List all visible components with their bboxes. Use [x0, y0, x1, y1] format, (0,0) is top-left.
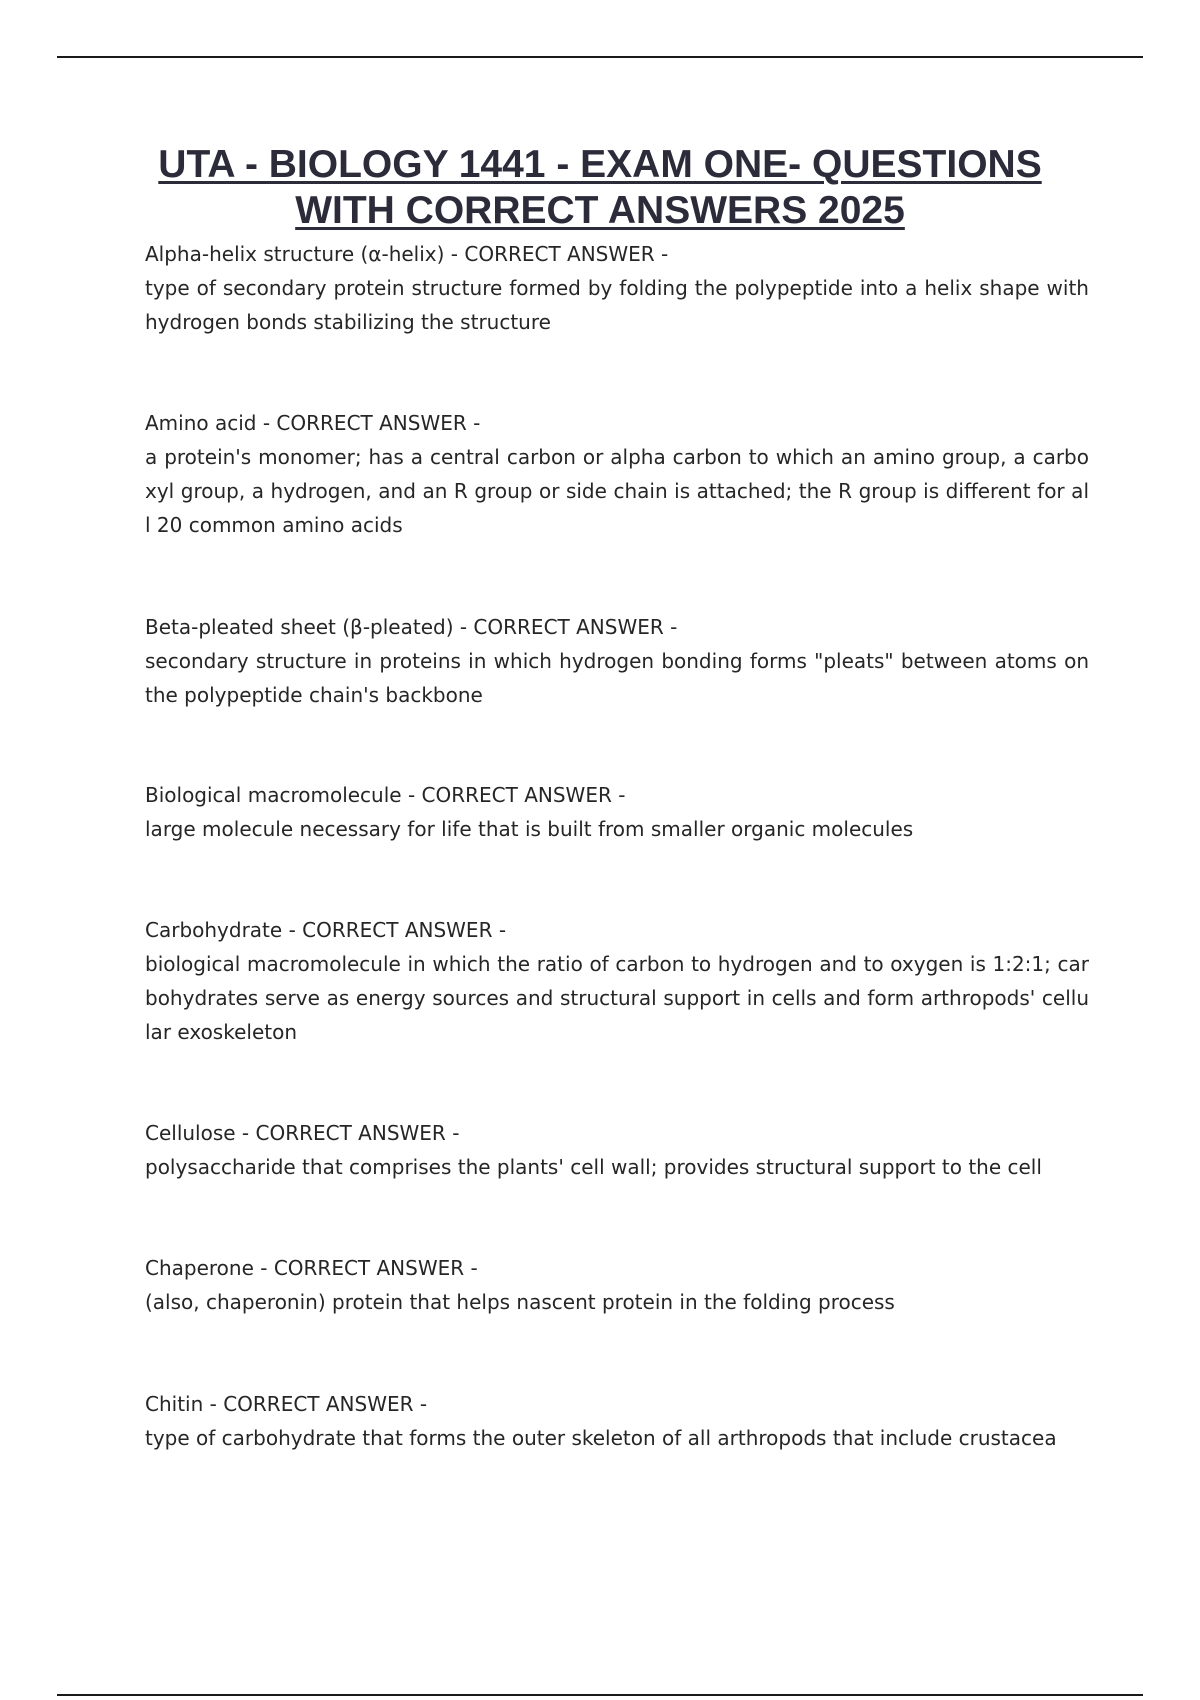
entry-term: Biological macromolecule - CORRECT ANSWER -	[145, 783, 626, 807]
entry-definition: large molecule necessary for life that is built from smaller organic molecules	[145, 817, 914, 841]
entry-beta-pleated-sheet	[145, 610, 1089, 778]
title-line-1: UTA - BIOLOGY 1441 - EXAM ONE- QUESTIONS	[158, 143, 1042, 186]
entry-term: Amino acid - CORRECT ANSWER -	[145, 411, 481, 435]
entry-definition: (also, chaperonin) protein that helps nascent protein in the folding process	[145, 1290, 895, 1314]
entry-cellulose	[145, 1116, 1089, 1251]
entry-definition: secondary structure in proteins in which hydrogen bonding forms "pleats" between atoms on the polypeptide chain's backbone	[145, 649, 1089, 707]
bottom-rule	[57, 1694, 1143, 1696]
entry-alpha-helix	[145, 237, 1089, 406]
entry-term: Chaperone - CORRECT ANSWER -	[145, 1256, 478, 1280]
entry-term: Chitin - CORRECT ANSWER -	[145, 1392, 428, 1416]
entry-amino-acid	[145, 406, 1089, 610]
entry-term: Carbohydrate - CORRECT ANSWER -	[145, 918, 507, 942]
entry-biological-macromolecule	[145, 778, 1089, 913]
entry-chaperone	[145, 1251, 1089, 1387]
flashcard-list	[145, 237, 1089, 1455]
entry-definition: type of secondary protein structure formed by folding the polypeptide into a helix shape with hydrogen bonds stabilizing the structure	[145, 276, 1089, 334]
entry-definition: type of carbohydrate that forms the outer skeleton of all arthropods that include crustacea	[145, 1426, 1057, 1450]
entry-term: Cellulose - CORRECT ANSWER -	[145, 1121, 460, 1145]
entry-term: Beta-pleated sheet (β-pleated) - CORRECT ANSWER -	[145, 615, 678, 639]
entry-chitin	[145, 1387, 1089, 1455]
document-title	[100, 142, 1100, 234]
entry-term: Alpha-helix structure (α-helix) - CORRECT ANSWER -	[145, 242, 669, 266]
entry-carbohydrate	[145, 913, 1089, 1116]
entry-definition: biological macromolecule in which the ratio of carbon to hydrogen and to oxygen is 1:2:1; carbohydrates serve as energy sources and structural support in cells and form arthropods' cellular exoskeleton	[145, 952, 1089, 1044]
entry-definition: polysaccharide that comprises the plants' cell wall; provides structural support to the cell	[145, 1155, 1042, 1179]
top-rule	[57, 56, 1143, 58]
title-line-2: WITH CORRECT ANSWERS 2025	[295, 189, 905, 232]
entry-definition: a protein's monomer; has a central carbon or alpha carbon to which an amino group, a carboxyl group, a hydrogen, and an R group or side chain is attached; the R group is different for all 20 common amino acids	[145, 445, 1089, 537]
